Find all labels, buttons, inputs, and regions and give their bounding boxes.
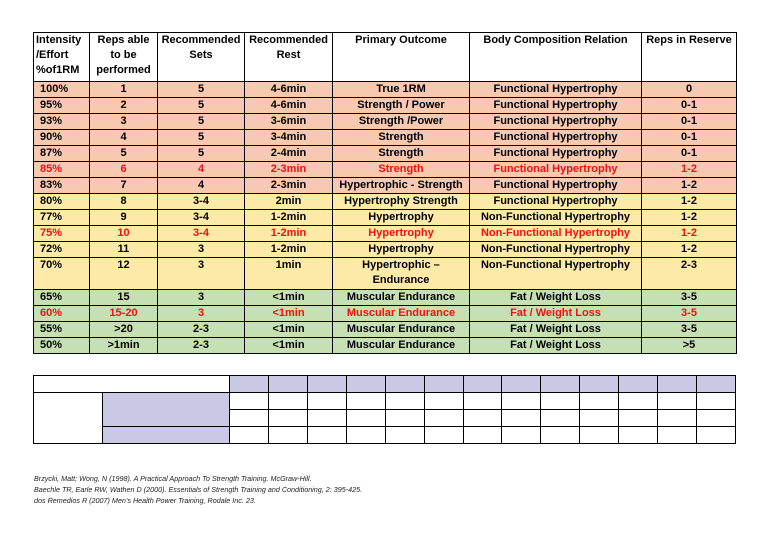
grid-cell xyxy=(502,410,541,427)
table-row xyxy=(34,98,737,114)
table-row xyxy=(34,130,737,146)
cell-body-composition: Functional Hypertrophy xyxy=(470,162,642,178)
cell-outcome: Muscular Endurance xyxy=(333,338,470,354)
grid-cell xyxy=(463,393,502,410)
grid-cell xyxy=(346,410,385,427)
grid-cell xyxy=(230,376,269,393)
cell-rest: <1min xyxy=(245,338,333,354)
cell-reserve: 0 xyxy=(642,82,737,98)
cell-reps: 5 xyxy=(90,146,158,162)
grid-cell xyxy=(541,393,580,410)
cell-body-composition: Functional Hypertrophy xyxy=(470,178,642,194)
cell-reps: 8 xyxy=(90,194,158,210)
cell-reserve: 1-2 xyxy=(642,226,737,242)
grid-cell xyxy=(619,393,658,410)
cell-intensity: 90% xyxy=(34,130,90,146)
grid-cell xyxy=(697,410,736,427)
table-row xyxy=(34,114,737,130)
cell-body-composition: Fat / Weight Loss xyxy=(470,322,642,338)
cell-sets: 5 xyxy=(158,130,245,146)
cell-rest: 1-2min xyxy=(245,210,333,226)
cell-intensity: 93% xyxy=(34,114,90,130)
grid-cell xyxy=(268,376,307,393)
grid-cell xyxy=(385,410,424,427)
grid-cell xyxy=(230,393,269,410)
grid-cell xyxy=(658,410,697,427)
cell-body-composition: Fat / Weight Loss xyxy=(470,306,642,322)
header-body-composition: Body Composition Relation xyxy=(470,33,642,82)
cell-intensity: 100% xyxy=(34,82,90,98)
blank-grid-body xyxy=(34,376,736,444)
grid-cell xyxy=(463,410,502,427)
table-row xyxy=(34,338,737,354)
cell-intensity: 50% xyxy=(34,338,90,354)
cell-intensity: 85% xyxy=(34,162,90,178)
cell-intensity: 72% xyxy=(34,242,90,258)
cell-body-composition: Functional Hypertrophy xyxy=(470,98,642,114)
cell-sets: 2-3 xyxy=(158,338,245,354)
grid-cell xyxy=(580,427,619,444)
reference-item: Brzycki, Matt; Wong, N (1998). A Practical Approach To Strength Training. McGraw-Hill. xyxy=(34,474,312,483)
grid-cell xyxy=(346,393,385,410)
cell-reserve: 2-3 xyxy=(642,258,737,290)
cell-reps: 10 xyxy=(90,226,158,242)
grid-cell xyxy=(463,427,502,444)
grid-cell xyxy=(103,393,230,427)
cell-reserve: >5 xyxy=(642,338,737,354)
cell-outcome: Strength xyxy=(333,130,470,146)
cell-reserve: 0-1 xyxy=(642,114,737,130)
reference-item: dos Remedios R (2007) Men’s Health Power Training, Rodale Inc. 23. xyxy=(34,496,256,505)
grid-cell xyxy=(541,376,580,393)
cell-outcome: Strength /Power xyxy=(333,114,470,130)
grid-row xyxy=(34,427,736,444)
grid-cell xyxy=(385,427,424,444)
cell-reserve: 3-5 xyxy=(642,306,737,322)
grid-cell xyxy=(619,410,658,427)
grid-row xyxy=(34,393,736,410)
grid-cell xyxy=(230,410,269,427)
cell-outcome: Hypertrophy xyxy=(333,242,470,258)
reference-item: Baechle TR, Earle RW, Wathen D (2000). Essentials of Strength Training and Conditioning, 2: 395-425. xyxy=(34,485,363,494)
cell-reserve: 0-1 xyxy=(642,146,737,162)
cell-sets: 5 xyxy=(158,82,245,98)
cell-reps: 3 xyxy=(90,114,158,130)
grid-cell xyxy=(34,376,230,393)
cell-reserve: 1-2 xyxy=(642,162,737,178)
cell-rest: 2-3min xyxy=(245,178,333,194)
grid-cell xyxy=(658,427,697,444)
cell-outcome: Muscular Endurance xyxy=(333,290,470,306)
cell-rest: <1min xyxy=(245,290,333,306)
grid-cell xyxy=(34,393,103,444)
cell-sets: 3-4 xyxy=(158,210,245,226)
grid-cell xyxy=(424,393,463,410)
grid-cell xyxy=(697,393,736,410)
training-intensity-table xyxy=(33,32,737,354)
cell-outcome: Hypertrophy xyxy=(333,226,470,242)
cell-intensity: 60% xyxy=(34,306,90,322)
grid-cell xyxy=(346,376,385,393)
cell-reps: >1min xyxy=(90,338,158,354)
table-row xyxy=(34,322,737,338)
grid-cell xyxy=(580,410,619,427)
cell-intensity: 87% xyxy=(34,146,90,162)
cell-body-composition: Non-Functional Hypertrophy xyxy=(470,242,642,258)
grid-cell xyxy=(541,427,580,444)
cell-intensity: 80% xyxy=(34,194,90,210)
cell-reps: 11 xyxy=(90,242,158,258)
cell-outcome: Strength xyxy=(333,162,470,178)
header-reps: Reps able to be performed xyxy=(90,33,158,82)
grid-cell xyxy=(658,376,697,393)
cell-rest: 2-3min xyxy=(245,162,333,178)
grid-cell xyxy=(424,410,463,427)
cell-reserve: 1-2 xyxy=(642,210,737,226)
cell-reserve: 1-2 xyxy=(642,178,737,194)
cell-sets: 3-4 xyxy=(158,226,245,242)
grid-cell xyxy=(580,393,619,410)
cell-rest: 2min xyxy=(245,194,333,210)
grid-cell xyxy=(502,376,541,393)
cell-reps: 12 xyxy=(90,258,158,290)
cell-rest: <1min xyxy=(245,322,333,338)
cell-outcome: Strength / Power xyxy=(333,98,470,114)
cell-sets: 2-3 xyxy=(158,322,245,338)
grid-cell xyxy=(502,427,541,444)
header-sets: Recommended Sets xyxy=(158,33,245,82)
table-header-row xyxy=(34,33,737,82)
grid-cell xyxy=(307,376,346,393)
header-reserve: Reps in Reserve xyxy=(642,33,737,82)
cell-sets: 4 xyxy=(158,178,245,194)
grid-cell xyxy=(307,410,346,427)
cell-intensity: 77% xyxy=(34,210,90,226)
cell-outcome: Muscular Endurance xyxy=(333,306,470,322)
cell-rest: 4-6min xyxy=(245,82,333,98)
cell-reps: 7 xyxy=(90,178,158,194)
grid-cell xyxy=(307,393,346,410)
references xyxy=(34,473,362,506)
header-outcome: Primary Outcome xyxy=(333,33,470,82)
cell-rest: <1min xyxy=(245,306,333,322)
table-row xyxy=(34,242,737,258)
grid-cell xyxy=(619,376,658,393)
cell-outcome: Muscular Endurance xyxy=(333,322,470,338)
table-row xyxy=(34,194,737,210)
cell-reps: >20 xyxy=(90,322,158,338)
grid-cell xyxy=(502,393,541,410)
header-rest: Recommended Rest xyxy=(245,33,333,82)
cell-body-composition: Non-Functional Hypertrophy xyxy=(470,258,642,290)
grid-cell xyxy=(268,410,307,427)
cell-sets: 3-4 xyxy=(158,194,245,210)
cell-reserve: 0-1 xyxy=(642,98,737,114)
cell-outcome: Hypertrophic – Endurance xyxy=(333,258,470,290)
table-row xyxy=(34,306,737,322)
cell-outcome: Hypertrophic - Strength xyxy=(333,178,470,194)
cell-reps: 15-20 xyxy=(90,306,158,322)
cell-sets: 5 xyxy=(158,114,245,130)
table-row xyxy=(34,178,737,194)
grid-cell xyxy=(697,376,736,393)
table-row xyxy=(34,226,737,242)
cell-body-composition: Functional Hypertrophy xyxy=(470,82,642,98)
header-intensity: Intensity /Effort %of1RM xyxy=(34,33,90,82)
cell-intensity: 70% xyxy=(34,258,90,290)
cell-body-composition: Functional Hypertrophy xyxy=(470,194,642,210)
cell-reserve: 3-5 xyxy=(642,290,737,306)
cell-reserve: 1-2 xyxy=(642,242,737,258)
cell-sets: 3 xyxy=(158,306,245,322)
cell-outcome: True 1RM xyxy=(333,82,470,98)
cell-rest: 3-4min xyxy=(245,130,333,146)
cell-sets: 3 xyxy=(158,258,245,290)
grid-cell xyxy=(463,376,502,393)
table-row xyxy=(34,146,737,162)
grid-cell xyxy=(658,393,697,410)
cell-reserve: 0-1 xyxy=(642,130,737,146)
cell-reserve: 3-5 xyxy=(642,322,737,338)
cell-sets: 3 xyxy=(158,290,245,306)
cell-reps: 6 xyxy=(90,162,158,178)
cell-rest: 4-6min xyxy=(245,98,333,114)
grid-cell xyxy=(385,376,424,393)
cell-rest: 1min xyxy=(245,258,333,290)
cell-rest: 1-2min xyxy=(245,242,333,258)
cell-sets: 4 xyxy=(158,162,245,178)
grid-cell xyxy=(424,427,463,444)
cell-reps: 2 xyxy=(90,98,158,114)
table-row xyxy=(34,162,737,178)
table-body xyxy=(34,82,737,354)
cell-reps: 4 xyxy=(90,130,158,146)
table-row xyxy=(34,290,737,306)
table-row xyxy=(34,82,737,98)
table-row xyxy=(34,210,737,226)
cell-sets: 5 xyxy=(158,146,245,162)
cell-sets: 3 xyxy=(158,242,245,258)
cell-body-composition: Non-Functional Hypertrophy xyxy=(470,226,642,242)
cell-reps: 9 xyxy=(90,210,158,226)
table-row xyxy=(34,258,737,290)
cell-reps: 1 xyxy=(90,82,158,98)
grid-cell xyxy=(346,427,385,444)
cell-intensity: 95% xyxy=(34,98,90,114)
grid-cell xyxy=(619,427,658,444)
cell-intensity: 65% xyxy=(34,290,90,306)
cell-sets: 5 xyxy=(158,98,245,114)
grid-cell xyxy=(307,427,346,444)
grid-cell xyxy=(580,376,619,393)
grid-row xyxy=(34,376,736,393)
grid-cell xyxy=(268,427,307,444)
cell-body-composition: Functional Hypertrophy xyxy=(470,130,642,146)
cell-outcome: Hypertrophy xyxy=(333,210,470,226)
cell-reps: 15 xyxy=(90,290,158,306)
cell-rest: 1-2min xyxy=(245,226,333,242)
grid-cell xyxy=(541,410,580,427)
cell-body-composition: Functional Hypertrophy xyxy=(470,146,642,162)
cell-intensity: 83% xyxy=(34,178,90,194)
grid-cell xyxy=(103,427,230,444)
cell-intensity: 55% xyxy=(34,322,90,338)
cell-reserve: 1-2 xyxy=(642,194,737,210)
cell-outcome: Strength xyxy=(333,146,470,162)
cell-rest: 2-4min xyxy=(245,146,333,162)
cell-rest: 3-6min xyxy=(245,114,333,130)
cell-body-composition: Functional Hypertrophy xyxy=(470,114,642,130)
cell-body-composition: Non-Functional Hypertrophy xyxy=(470,210,642,226)
grid-cell xyxy=(385,393,424,410)
grid-cell xyxy=(697,427,736,444)
cell-body-composition: Fat / Weight Loss xyxy=(470,338,642,354)
grid-cell xyxy=(424,376,463,393)
cell-intensity: 75% xyxy=(34,226,90,242)
cell-outcome: Hypertrophy Strength xyxy=(333,194,470,210)
cell-body-composition: Fat / Weight Loss xyxy=(470,290,642,306)
grid-cell xyxy=(268,393,307,410)
blank-grid-table xyxy=(33,375,736,444)
grid-cell xyxy=(230,427,269,444)
